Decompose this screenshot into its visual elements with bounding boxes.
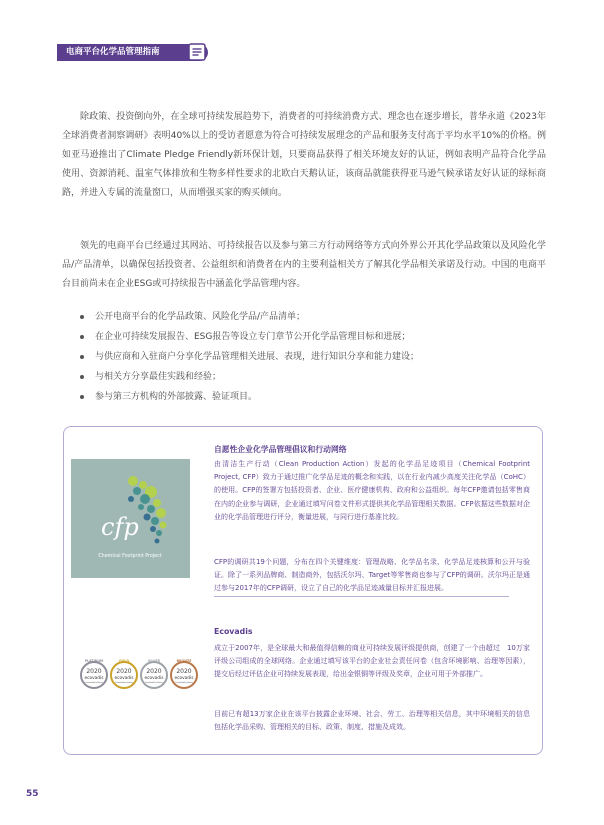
medal-subtitle: Sustainability Rating bbox=[115, 682, 133, 684]
medal-subtitle: Sustainability Rating bbox=[85, 682, 103, 684]
ecovadis-section-title: Ecovadis bbox=[214, 627, 253, 636]
page-number: 55 bbox=[26, 789, 39, 799]
list-item: 与供应商和入驻商户分享化学品管理相关进展、表现，进行知识分享和能力建设； bbox=[80, 347, 540, 367]
cfp-logo-caption: Chemical Footprint Project bbox=[98, 554, 162, 559]
header-title: 电商平台化学品管理指南 bbox=[66, 47, 160, 57]
ecovadis-disclosure: 目前已有超13万家企业在该平台披露企业环境、社会、劳工、治理等相关信息，其中环境相关的信息包括化学品采购、管理相关的目标、政策、制度、措施及成效。 bbox=[214, 710, 530, 732]
medal-brand: ecovadis bbox=[144, 676, 164, 681]
medal-brand: ecovadis bbox=[84, 676, 104, 681]
medal-tier: BRONZE bbox=[176, 659, 192, 663]
cfp-survey-description: CFP的调研共19个问题，分布在四个关键维度：管理战略、化学品名录、化学品足迹核算和公开与验证。除了一系列品牌商、制造商外，包括沃尔玛、Target等零售商也参与了CFP的调研。沃尔玛正是通过参与2017年的CFP调研，设立了自己的化学品足迹减量目标并汇报进展。 bbox=[214, 558, 530, 593]
cfp-logo bbox=[71, 459, 190, 578]
cfp-logo-text: cfp bbox=[101, 513, 139, 541]
medal-year: 2020 bbox=[176, 668, 192, 675]
medal-tier: PLATINUM bbox=[84, 659, 104, 663]
cfp-description: 由清洁生产行动（Clean Production Action）发起的化学品足迹项目（Chemical Footprint Project, CFP）致力于通过推广化学品足迹的概念和实践，以在行业内减少高度关注化学品（CoHC）的使用。CFP的签署方包括投资者、企业、医疗健康机构、政府和公益组织。每年CFP邀请包括零售商在内的企业参与调研，企业通过填写问卷文件形式提供其化学品管理相关数据。CFP依据这些数据对企业的化学品管理进行评分，衡量进展，与同行进行基准比较。 bbox=[214, 460, 530, 521]
list-item: 与相关方分享最佳实践和经验； bbox=[80, 367, 540, 387]
list-item: 参与第三方机构的外部披露、验证项目。 bbox=[80, 387, 540, 407]
medal-year: 2020 bbox=[116, 668, 132, 675]
medal-bronze bbox=[171, 659, 197, 688]
document-icon bbox=[187, 42, 207, 62]
medal-year: 2020 bbox=[146, 668, 162, 675]
medal-brand: ecovadis bbox=[174, 676, 194, 681]
paragraph-platform-disclosure: 领先的电商平台已经通过其网站、可持续报告以及参与第三方行动网络等方式向外界公开其化学品政策以及风险化学品/产品清单，以确保包括投资者、公益组织和消费者在内的主要利益相关方了解其化学品相关承诺及行动。中国的电商平台目前尚未在企业ESG或可持续报告中涵盖化学品管理内容。 bbox=[62, 241, 546, 289]
list-item: 在企业可持续发展报告、ESG报告等设立专门章节公开化学品管理目标和进展； bbox=[80, 327, 540, 347]
bullet-dot bbox=[80, 335, 84, 339]
bullet-dot bbox=[80, 395, 84, 399]
medal-silver bbox=[141, 659, 167, 688]
section-divider bbox=[214, 596, 509, 597]
medal-subtitle: Sustainability Rating bbox=[175, 682, 193, 684]
ecovadis-description: 成立于2007年，是全球最大和最值得信赖的商业可持续发展评级提供商，创建了一个由超过 10万家评级公司组成的全球网络。企业通过填写该平台的企业社会责任问卷（包含环境影响、治理等因素），提交后经过评估企业可持续发展表现，给出金银铜等评级及奖章，企业可用于外部推广。 bbox=[214, 644, 530, 679]
medal-tier: SILVER bbox=[147, 659, 161, 663]
medal-subtitle: Sustainability Rating bbox=[145, 682, 163, 684]
medal-gold bbox=[111, 659, 137, 688]
medal-brand: ecovadis bbox=[114, 676, 134, 681]
medal-tier: GOLD bbox=[118, 659, 130, 663]
medal-year: 2020 bbox=[86, 668, 102, 675]
cfp-logo-graphic bbox=[71, 459, 190, 578]
bullet-dot bbox=[80, 355, 84, 359]
cfp-section-title: 自愿性企业化学品管理倡议和行动网络 bbox=[214, 445, 347, 454]
medal-platinum bbox=[81, 659, 107, 688]
bullet-dot bbox=[80, 315, 84, 319]
paragraph-consumer-trends: 除政策、投资倒向外，在全球可持续发展趋势下，消费者的可持续消费方式、理念也在逐步增长，普华永道《2023年全球消费者洞察调研》表明40%以上的受访者愿意为符合可持续发展理念的产品和服务支付高于平均水平10%的价格。例如亚马逊推出了Climate Pledge Friendly新环保计划，只要商品获得了相关环境友好的认证，例如表明产品符合化学品使用、资源消耗、温室气体排放和生物多样性要求的北欧白天鹅认证，该商品就能获得亚马逊气候承诺友好认证的绿标商路，并进入专属的流量窗口，从而增强买家的购买倾向。 bbox=[62, 112, 546, 198]
bullet-dot bbox=[80, 375, 84, 379]
ecovadis-medals bbox=[80, 654, 198, 696]
recommendation-list bbox=[80, 307, 540, 407]
list-item: 公开电商平台的化学品政策、风险化学品/产品清单； bbox=[80, 307, 540, 327]
